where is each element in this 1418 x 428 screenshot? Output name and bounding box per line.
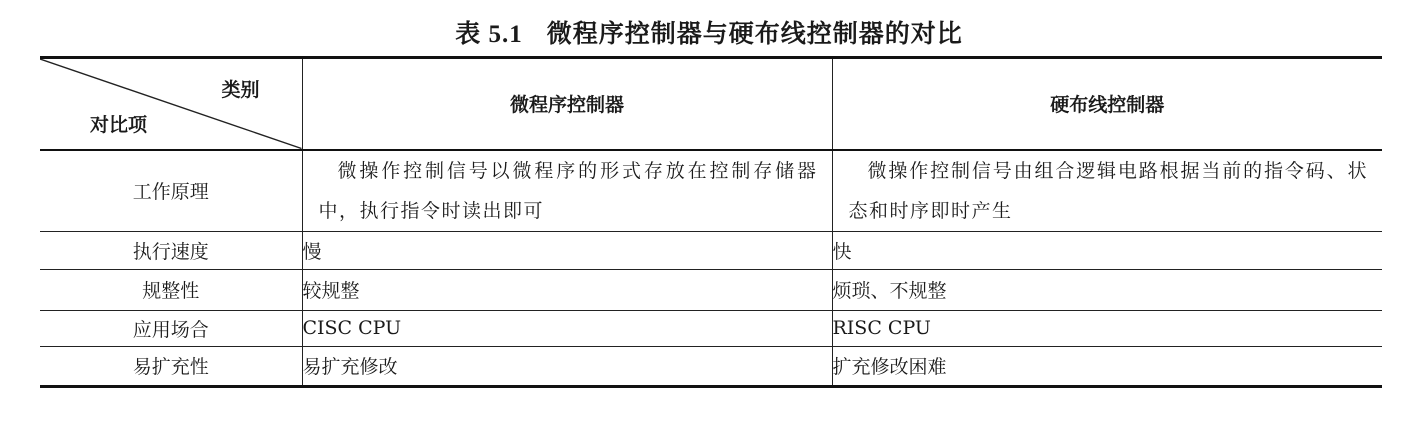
- table-caption: [0, 14, 1418, 50]
- column-header-hardwired: 硬布线控制器: [832, 58, 1382, 150]
- table-header-row: [40, 58, 1382, 150]
- table-row: [40, 269, 1382, 310]
- row-item-label: 易扩充性: [40, 346, 302, 386]
- table-row: [40, 150, 1382, 232]
- microprogram-cell: 易扩充修改: [302, 346, 832, 386]
- table-number: 表 5.1: [455, 21, 523, 48]
- hardwired-cell: 微操作控制信号由组合逻辑电路根据当前的指令码、状态和时序即时产生: [832, 150, 1382, 232]
- row-item-label: 执行速度: [40, 231, 302, 269]
- table-row: [40, 346, 1382, 386]
- microprogram-cell: 较规整: [302, 269, 832, 310]
- microprogram-cell: 慢: [302, 231, 832, 269]
- hardwired-cell: 烦琐、不规整: [832, 269, 1382, 310]
- microprogram-cell: 微操作控制信号以微程序的形式存放在控制存储器中，执行指令时读出即可: [302, 150, 832, 232]
- row-item-label: 规整性: [40, 269, 302, 310]
- row-item-label: 应用场合: [40, 310, 302, 346]
- comparison-table: [40, 56, 1382, 388]
- category-label: 类别: [221, 79, 260, 101]
- hardwired-cell: RISC CPU: [832, 310, 1382, 346]
- column-header-microprogram: 微程序控制器: [302, 58, 832, 150]
- hardwired-cell: 快: [832, 231, 1382, 269]
- table-row: [40, 231, 1382, 269]
- row-item-label: 工作原理: [40, 150, 302, 232]
- diagonal-divider: [40, 59, 302, 149]
- microprogram-cell: CISC CPU: [302, 310, 832, 346]
- diagonal-header-cell: [40, 58, 302, 150]
- table-title: 微程序控制器与硬布线控制器的对比: [546, 19, 963, 48]
- comparison-item-label: 对比项: [90, 113, 148, 136]
- hardwired-cell: 扩充修改困难: [832, 346, 1382, 386]
- table-row: [40, 310, 1382, 346]
